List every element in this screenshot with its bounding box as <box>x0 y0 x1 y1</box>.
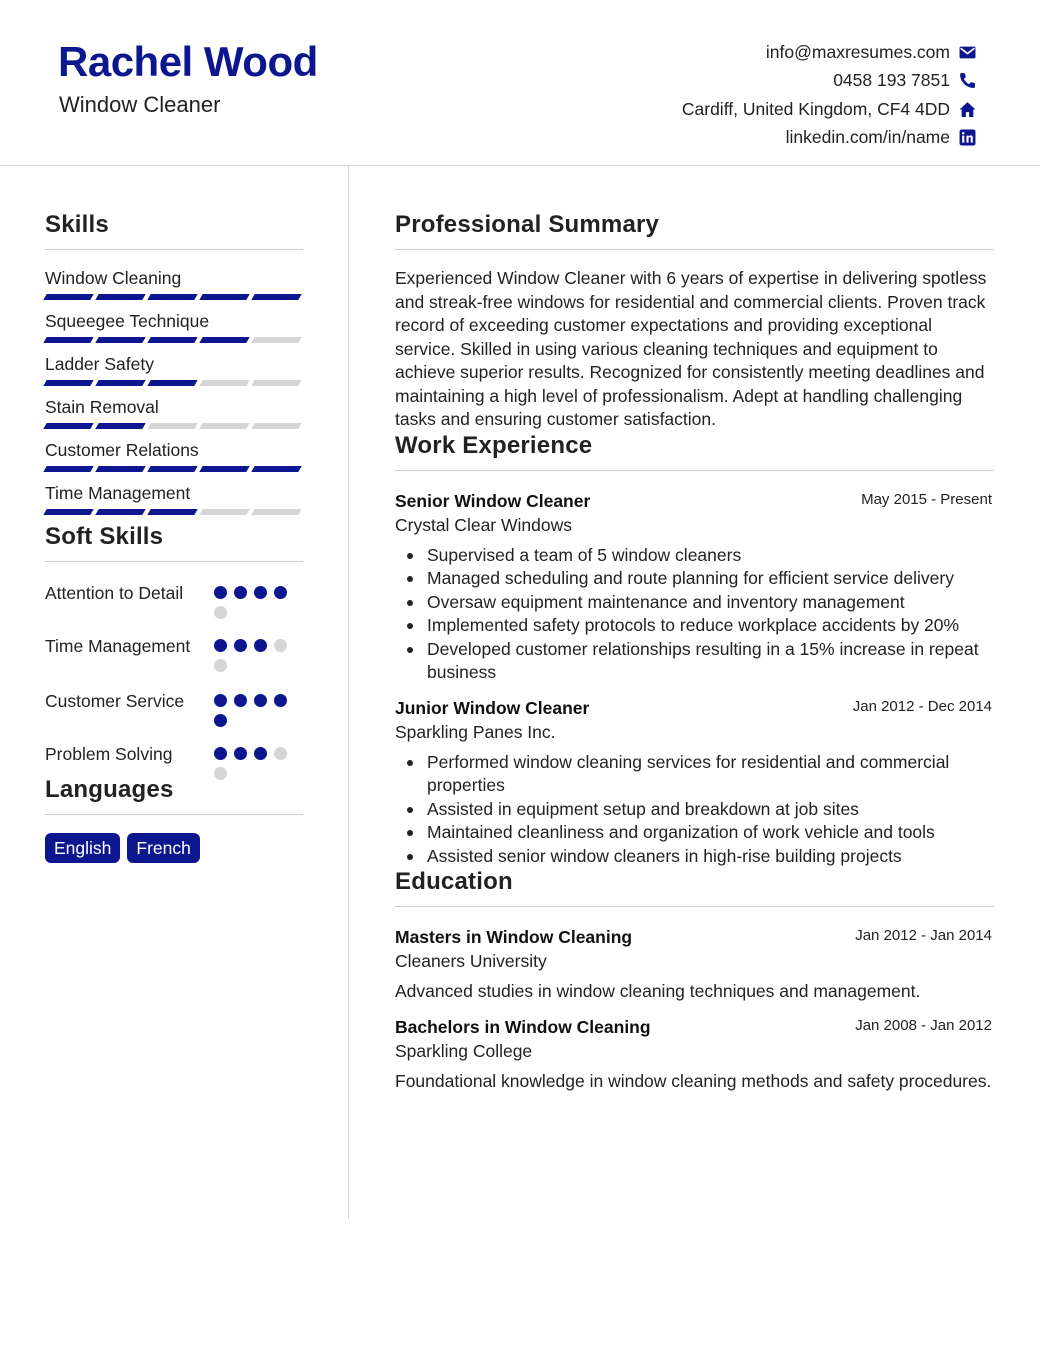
skill-level-segment <box>251 466 301 472</box>
skill-level-segment <box>147 337 197 343</box>
skills-list <box>45 260 303 518</box>
contact-email[interactable] <box>682 38 976 67</box>
home-icon <box>958 100 976 118</box>
soft-skills-list <box>45 562 303 786</box>
skills-heading: Skills <box>45 211 303 250</box>
skill-item <box>45 260 303 303</box>
right-column <box>395 166 994 1093</box>
summary-heading: Professional Summary <box>395 211 994 250</box>
education-school: Cleaners University <box>395 951 547 971</box>
soft-skill-rating <box>214 694 289 727</box>
skill-level-segment <box>147 380 197 386</box>
job-header <box>395 698 994 721</box>
left-column <box>45 166 303 863</box>
skill-level-segment <box>43 509 93 515</box>
job-header <box>395 491 994 514</box>
skill-level-segment <box>251 423 301 429</box>
job-bullet: Developed customer relationships resulting in a 15% increase in repeat business <box>427 638 994 685</box>
soft-skill-level-dot <box>214 606 227 619</box>
experience-heading: Work Experience <box>395 432 994 471</box>
skill-level-segment <box>251 509 301 515</box>
education-description: Advanced studies in window cleaning techniques and management. <box>395 981 921 1001</box>
skill-level-segment <box>199 294 249 300</box>
candidate-name: Rachel Wood <box>58 38 318 85</box>
education-degree: Masters in Window Cleaning <box>395 927 633 947</box>
summary-text: Experienced Window Cleaner with 6 years of expertise in delivering spotless and streak-free windows for residential and commercial clients. Proven track record of exceeding customer expectations and providing exceptional service. Skilled in using various cleaning techniques and equipment to achieve superior results. Recognized for consistently meeting deadlines and maintaining a high level of professionalism. Adept at handling challenging tasks and ensuring customer satisfaction. <box>395 268 987 429</box>
education-dates: Jan 2008 - Jan 2012 <box>855 1016 992 1034</box>
languages-list <box>45 833 303 863</box>
job-bullet: Assisted senior window cleaners in high-rise building projects <box>427 845 994 869</box>
skill-level-segment <box>251 337 301 343</box>
soft-skill-level-dot <box>214 694 227 707</box>
linkedin-icon <box>958 129 976 147</box>
skill-name: Time Management <box>45 483 191 503</box>
skill-level-segment <box>95 337 145 343</box>
soft-skill-level-dot <box>234 747 247 760</box>
contact-address-text: Cardiff, United Kingdom, CF4 4DD <box>681 98 950 119</box>
skill-level-segment <box>43 423 93 429</box>
job-bullets <box>395 544 994 685</box>
soft-skill-level-dot <box>234 639 247 652</box>
skill-name: Squeegee Technique <box>45 311 210 331</box>
education-school: Sparkling College <box>395 1040 533 1061</box>
skill-level-segment <box>43 466 93 472</box>
soft-skill-level-dot <box>214 747 227 760</box>
education-entry <box>395 927 994 1004</box>
soft-skill-name: Problem Solving <box>45 744 173 764</box>
job-title: Junior Window Cleaner <box>395 697 590 718</box>
skill-level-segment <box>199 423 249 429</box>
job-company: Sparkling Panes Inc. <box>395 721 556 742</box>
skill-name: Ladder Safety <box>45 354 154 374</box>
job-company: Crystal Clear Windows <box>395 514 572 535</box>
job-bullets <box>395 751 994 869</box>
skill-rating <box>45 466 300 472</box>
column-divider <box>348 166 349 1219</box>
soft-skill-level-dot <box>274 747 287 760</box>
soft-skill-level-dot <box>214 659 227 672</box>
job-bullet: Maintained cleanliness and organization of work vehicle and tools <box>427 821 994 845</box>
skill-rating <box>45 423 300 429</box>
job-bullet: Supervised a team of 5 window cleaners <box>427 544 994 568</box>
soft-skill-level-dot <box>254 747 267 760</box>
soft-skill-level-dot <box>274 639 287 652</box>
soft-skill-level-dot <box>214 767 227 780</box>
job-entry <box>395 491 994 685</box>
skill-level-segment <box>147 294 197 300</box>
skill-level-segment <box>199 380 249 386</box>
skill-level-segment <box>95 466 145 472</box>
skill-rating <box>45 294 300 300</box>
education-degree: Bachelors in Window Cleaning <box>395 1016 651 1037</box>
skill-level-segment <box>95 294 145 300</box>
job-bullet: Performed window cleaning services for residential and commercial properties <box>427 751 994 798</box>
skill-rating <box>45 380 300 386</box>
soft-skill-rating <box>214 586 289 619</box>
soft-skill-level-dot <box>214 714 227 727</box>
skill-item <box>45 303 303 346</box>
soft-skill-level-dot <box>234 694 247 707</box>
education-description: Foundational knowledge in window cleaning methods and safety procedures. <box>395 1070 992 1091</box>
job-bullet: Implemented safety protocols to reduce workplace accidents by 20% <box>427 614 994 638</box>
skill-level-segment <box>95 380 145 386</box>
soft-skill-level-dot <box>214 639 227 652</box>
job-bullet: Managed scheduling and route planning for efficient service delivery <box>427 567 994 591</box>
skill-name: Customer Relations <box>45 440 199 460</box>
contact-phone[interactable] <box>682 67 976 96</box>
skill-level-segment <box>147 423 197 429</box>
soft-skill-level-dot <box>254 639 267 652</box>
soft-skill-level-dot <box>234 586 247 599</box>
resume-header <box>0 0 1040 166</box>
skill-level-segment <box>43 380 93 386</box>
candidate-title: Window Cleaner <box>59 92 221 117</box>
job-dates: Jan 2012 - Dec 2014 <box>852 697 992 715</box>
soft-skill-level-dot <box>254 694 267 707</box>
skill-level-segment <box>95 509 145 515</box>
skill-item <box>45 432 303 475</box>
skill-level-segment <box>43 294 93 300</box>
skill-item <box>45 389 303 432</box>
job-entry <box>395 698 994 869</box>
contact-email-text: info@maxresumes.com <box>765 41 950 62</box>
skill-rating <box>45 337 300 343</box>
soft-skills-heading: Soft Skills <box>45 523 303 562</box>
education-header <box>395 927 994 950</box>
skill-name: Window Cleaning <box>45 268 182 288</box>
skill-level-segment <box>199 509 249 515</box>
contact-phone-text: 0458 193 7851 <box>833 70 950 91</box>
contact-linkedin-text: linkedin.com/in/name <box>785 127 950 148</box>
education-heading: Education <box>395 868 994 907</box>
education-dates: Jan 2012 - Jan 2014 <box>855 927 992 944</box>
soft-skill-rating <box>214 747 289 780</box>
skill-level-segment <box>199 337 249 343</box>
job-bullet: Assisted in equipment setup and breakdown at job sites <box>427 798 994 822</box>
skill-level-segment <box>251 294 301 300</box>
soft-skill-rating <box>214 639 289 672</box>
education-header <box>395 1017 994 1040</box>
soft-skill-name: Customer Service <box>45 691 185 711</box>
skill-level-segment <box>43 337 93 343</box>
contact-linkedin[interactable] <box>682 124 976 153</box>
job-bullet: Oversaw equipment maintenance and inventory management <box>427 591 994 615</box>
education-entry <box>395 1017 994 1094</box>
soft-skill-level-dot <box>274 586 287 599</box>
job-title: Senior Window Cleaner <box>395 490 591 511</box>
envelope-icon <box>958 43 976 61</box>
skill-level-segment <box>251 380 301 386</box>
contact-address <box>682 95 976 124</box>
skill-rating <box>45 509 300 515</box>
skill-item <box>45 346 303 389</box>
skill-level-segment <box>95 423 145 429</box>
language-badge-english: English <box>45 833 120 863</box>
soft-skill-level-dot <box>214 586 227 599</box>
soft-skill-name: Time Management <box>45 636 191 656</box>
skill-item <box>45 475 303 518</box>
languages-heading: Languages <box>45 776 303 815</box>
language-badge-french: French <box>127 833 199 863</box>
contact-block <box>682 38 976 152</box>
soft-skill-name: Attention to Detail <box>45 583 184 603</box>
phone-icon <box>958 72 976 90</box>
soft-skill-level-dot <box>274 694 287 707</box>
skill-level-segment <box>147 509 197 515</box>
soft-skill-level-dot <box>254 586 267 599</box>
skill-level-segment <box>147 466 197 472</box>
job-dates: May 2015 - Present <box>861 490 992 508</box>
skill-level-segment <box>199 466 249 472</box>
skill-name: Stain Removal <box>45 397 159 417</box>
